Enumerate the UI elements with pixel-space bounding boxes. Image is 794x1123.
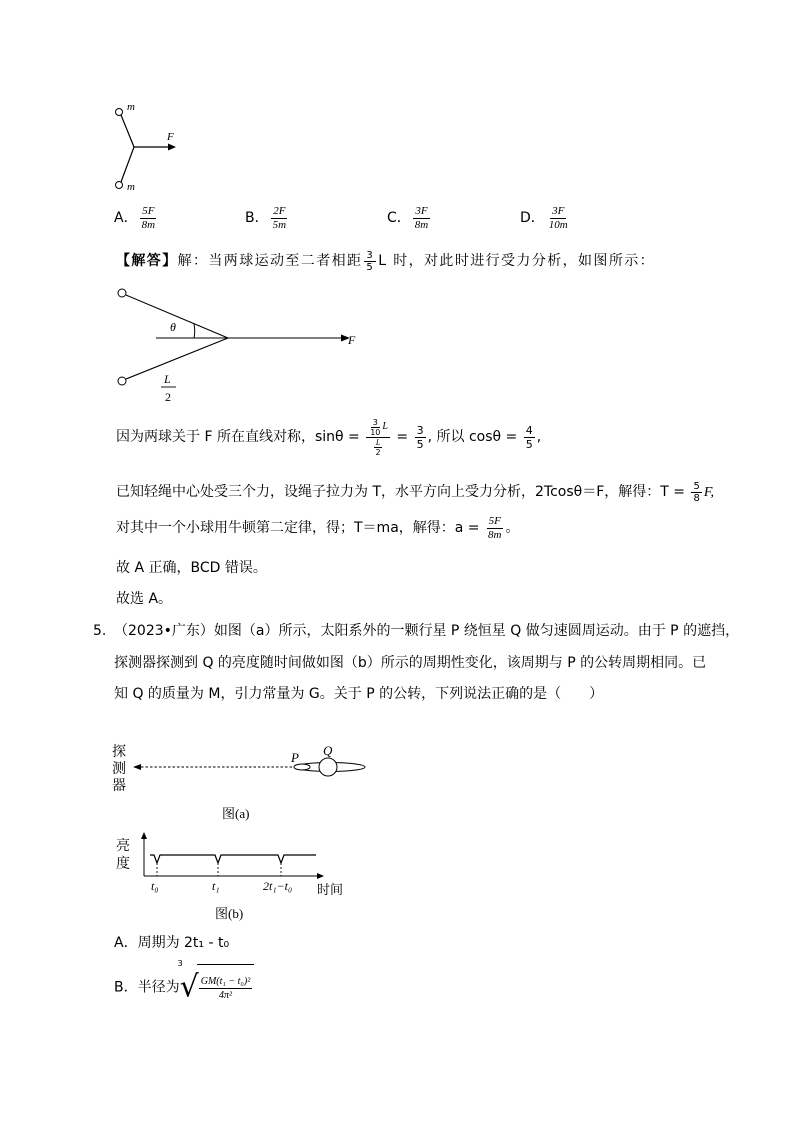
answer-line-2: 已知轻绳中心处受三个力，设绳子拉力为 T，水平方向上受力分析，2Tcosθ＝F，解得：T = $\frac{5}{8}$ F, xyxy=(116,480,715,504)
force-arrow xyxy=(168,144,176,151)
detector-char-3: 器 xyxy=(112,778,126,794)
figure-a xyxy=(108,740,378,826)
mass-top-label: m xyxy=(127,101,135,113)
half-l-num: L xyxy=(164,372,171,386)
figure-b xyxy=(110,832,360,924)
x-axis-label: 时间 xyxy=(317,883,344,898)
radical-sign: √ xyxy=(179,969,199,1005)
mass-bottom-label: m xyxy=(127,181,135,193)
y-label-1: 亮 xyxy=(116,838,130,854)
option-c[interactable]: C． $\frac{3F}{8m}$ xyxy=(387,204,429,231)
q5-number: 5. xyxy=(93,623,107,639)
option-a[interactable]: A． $\frac{5F}{8m}$ xyxy=(114,204,156,231)
figure-force-analysis xyxy=(110,282,370,412)
answer-heading: 【解答】 xyxy=(116,253,178,269)
detector-char-1: 探 xyxy=(112,744,126,760)
answer-line-1: 因为两球关于 F 所在直线对称，sinθ = $\frac{3}{10}$ L $\frac{L}{2}$ = $\frac{3}{5}$ , 所以 cosθ = $\frac{4}{5}$ , xyxy=(116,417,542,457)
option-b[interactable]: B． $\frac{2F}{5m}$ xyxy=(245,204,287,231)
q5-option-a[interactable]: A．周期为 2t₁ - t₀ xyxy=(114,935,230,951)
q5-option-b[interactable]: B．半径为 3 √ $\frac{\text{GM(t₁ − t₀)²}}{\text{4π²}}$ xyxy=(114,964,254,1011)
force-label: F xyxy=(167,131,174,143)
half-l-den: 2 xyxy=(165,390,171,404)
ball-top xyxy=(116,109,123,116)
answer-line-4: 故 A 正确，BCD 错误。 xyxy=(116,560,267,576)
y-label-2: 度 xyxy=(116,856,130,872)
root-index: 3 xyxy=(177,959,183,968)
brightness-curve xyxy=(150,855,316,863)
tick-t0: t₀ xyxy=(151,879,159,893)
tick-2t1-t0: 2t₁−t₀ xyxy=(263,879,293,893)
answer-line-5: 故选 A。 xyxy=(116,591,173,607)
label-p: P xyxy=(291,750,299,765)
option-d[interactable]: D． $\frac{3F}{10m}$ xyxy=(520,204,568,231)
answer-intro: 【解答】解：当两球运动至二者相距 $\frac{3}{5}$ L 时，对此时进行受力分析，如图所示： xyxy=(116,249,656,273)
label-q: Q xyxy=(323,743,333,758)
caption-a: 图(a) xyxy=(222,806,250,821)
tick-t1: t₁ xyxy=(212,879,220,893)
detector-char-2: 测 xyxy=(112,761,126,777)
q5-line-2: 探测器探测到 Q 的亮度随时间做如图（b）所示的周期性变化，该周期与 P 的公转周期相同。已 xyxy=(114,655,707,671)
theta-label: θ xyxy=(170,320,176,334)
q5-line-1: （2023•广东）如图（a）所示，太阳系外的一颗行星 P 绕恒星 Q 做匀速圆周运动。由于 P 的遮挡， xyxy=(114,623,740,639)
answer-line-3: 对其中一个小球用牛顿第二定律，得；T＝ma，解得：a = $\frac{5F}{8m}$ 。 xyxy=(116,514,520,541)
caption-b: 图(b) xyxy=(215,906,244,921)
ball-bottom xyxy=(116,182,123,189)
figure-rope-y xyxy=(108,100,188,195)
q5-line-3: 知 Q 的质量为 M，引力常量为 G。关于 P 的公转，下列说法正确的是（ ） xyxy=(114,686,604,702)
force-label-2: F xyxy=(348,333,356,347)
